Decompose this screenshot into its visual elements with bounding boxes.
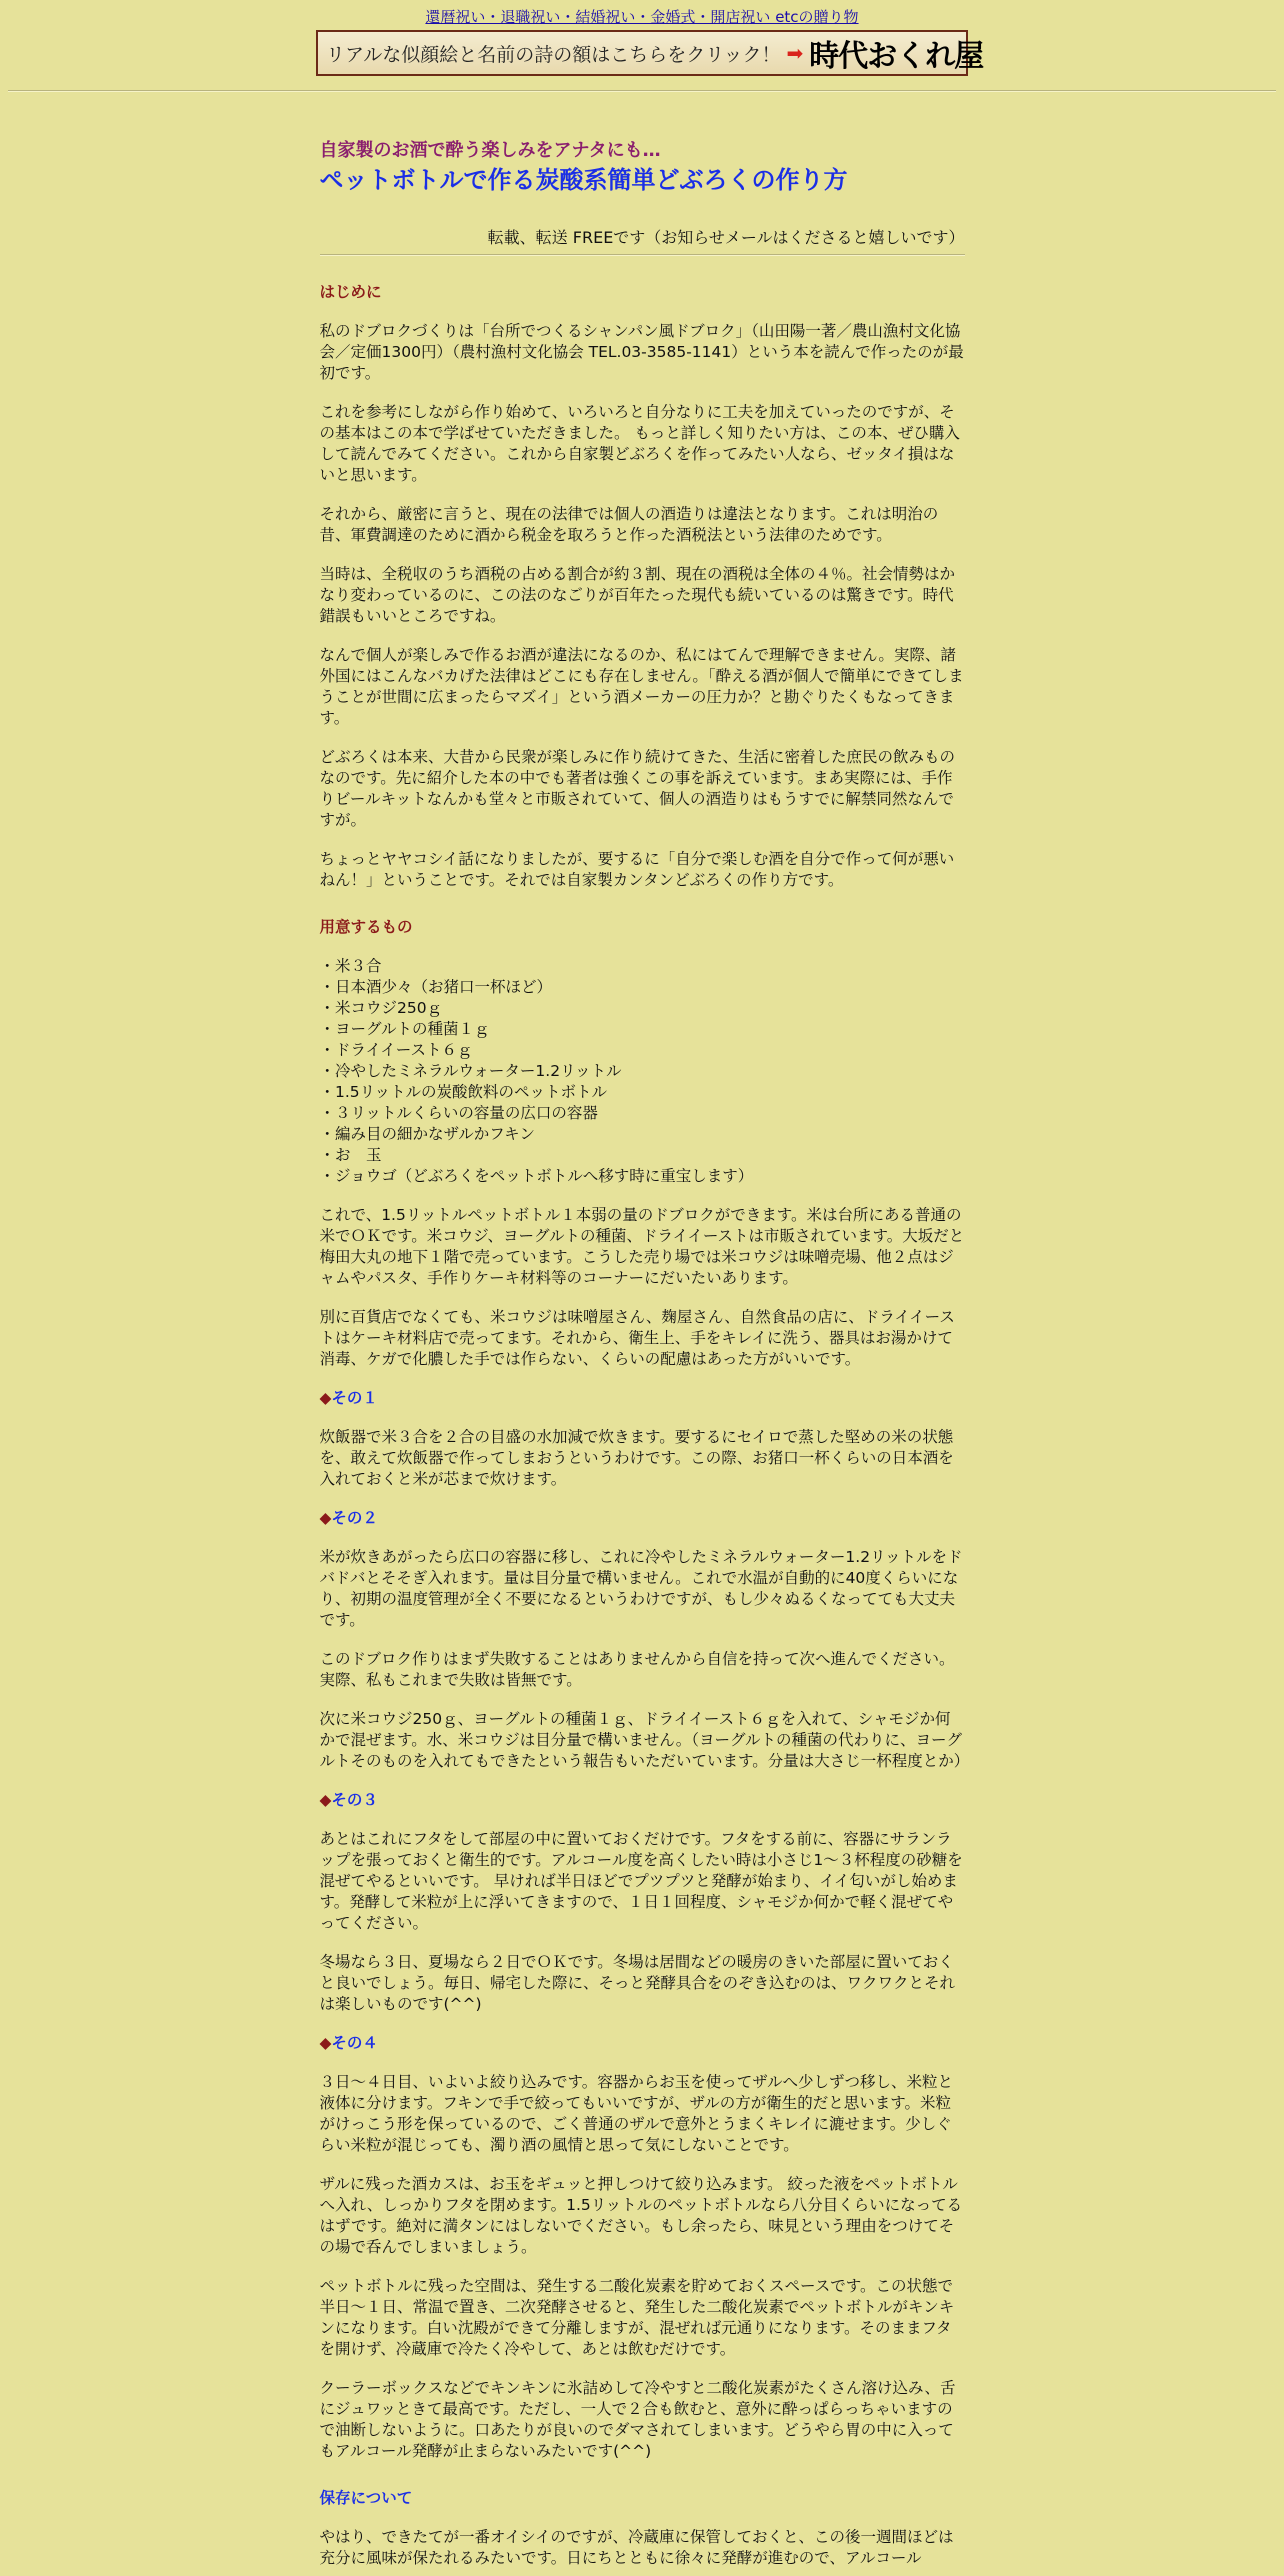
step-paragraph: あとはこれにフタをして部屋の中に置いておくだけです。フタをする前に、容器にサランラップを張っておくと衛生的です。アルコール度を高くしたい時は小さじ1～３杯程度の砂糖を混ぜてやるといいです。 早ければ半日ほどでプツプツと発酵が始まり、イイ匂いがし始めます。発酵して米粒が上に浮いてきますので、１日１回程度、シャモジか何かで軽く混ぜてやってください。 (319, 1830, 963, 1932)
intro-paragraph: どぶろくは本来、大昔から民衆が楽しみに作り続けてきた、生活に密着した庶民の飲みものなのです。先に紹介した本の中でも著者は強くこの事を訴えています。まあ実際には、手作りビールキットなんかも堂々と市販されていて、個人の酒造りはもうすでに解禁同然なんですが。 (319, 748, 956, 829)
intro-paragraph: 当時は、全税収のうち酒税の占める割合が約３割、現在の酒税は全体の４％。社会情勢はかなり変わっているのに、この法のなごりが百年たった現代も続いているのは驚きです。時代錯誤もいいところですね。 (319, 565, 956, 625)
step-3-heading (320, 1790, 965, 1811)
list-item: ・ ヨーグルトの種菌１ｇ (320, 1019, 965, 1040)
article-title: ペットボトルで作る炭酸系簡単どぶろくの作り方 (319, 166, 848, 194)
list-item: ・ 1.5リットルの炭酸飲料のペットボトル (320, 1082, 965, 1103)
materials-note: これで、1.5リットルペットボトル１本弱の量のドブロクができます。米は台所にある普通の米でＯＫです。米コウジ、ヨーグルトの種菌、ドライイーストは市販されています。大坂だと梅田大丸の地下１階で売っています。こうした売り場では米コウジは味噌売場、他２点はジャムやパスタ、手作りケーキ材料等のコーナーにだいたいあります。 (319, 1206, 965, 1287)
step-paragraph: 次に米コウジ250ｇ、ヨーグルトの種菌１ｇ、ドライイースト６ｇを入れて、シャモジか何かで混ぜます。水、米コウジは目分量で構いません。（ヨーグルトの種菌の代わりに、ヨーグルトそのものを入れてもできたという報告もいただいています。分量は大さじ一杯程度とか） (319, 1710, 970, 1770)
step-paragraph: 米が炊きあがったら広口の容器に移し、これに冷やしたミネラルウォーター1.2リットルをドバドバとそそぎ入れます。量は目分量で構いません。これで水温が自動的に40度くらいになり、初期の温度管理が全く不要になるというわけですが、もし少々ぬるくなってても大丈夫です。 (319, 1548, 963, 1629)
step-paragraph: 炊飯器で米３合を２合の目盛の水加減で炊きます。要するにセイロで蒸した堅めの米の状態を、敢えて炊飯器で作ってしまおうというわけです。この際、お猪口一杯くらいの日本酒を入れておくと米が芯まで炊けます。 (319, 1428, 954, 1488)
step-paragraph: 冬場なら３日、夏場なら２日でＯＫです。冬場は居間などの暖房のきいた部屋に置いておくと良いでしょう。毎日、帰宅した際に、そっと発酵具合をのぞき込むのは、ワクワクとそれは楽しいものです(^^) (319, 1953, 956, 2013)
materials-note: 別に百貨店でなくても、米コウジは味噌屋さん、麹屋さん、自然食品の店に、ドライイーストはケーキ材料店で売ってます。それから、衛生上、手をキレイに洗う、器具はお湯かけて消毒、ケガで化膿した手では作らない、くらいの配慮はあった方がいいです。 (319, 1308, 955, 1368)
step-paragraph: ３日～４日目、いよいよ絞り込みです。容器からお玉を使ってザルへ少しずつ移し、米粒と液体に分けます。フキンで手で絞ってもいいですが、ザルの方が衛生的だと思います。米粒がけっこう形を保っているので、ごく普通のザルで意外とうまくキレイに漉せます。少しぐらい米粒が混じっても、濁り酒の風情と思って気にしないことです。 (319, 2073, 953, 2154)
step-4-heading (320, 2033, 965, 2054)
step-label: その１ (331, 1389, 378, 1407)
list-item: ・ お 玉 (320, 1145, 965, 1166)
list-item: ・ 米３合 (320, 956, 965, 977)
list-item: ・ ３リットルくらいの容量の広口の容器 (320, 1103, 965, 1124)
intro-paragraph: これを参考にしながら作り始めて、いろいろと自分なりに工夫を加えていったのですが、その基本はこの本で学ばせていただきました。 もっと詳しく知りたい方は、この本、ぜひ購入して読んでみてください。これから自家製どぶろくを作ってみたい人なら、ゼッタイ損はないと思います。 (319, 403, 960, 484)
intro-paragraph: 私のドブロクづくりは「台所でつくるシャンパン風ドブロク」（山田陽一著／農山漁村文化協会／定価1300円）（農村漁村文化協会 TEL.03-3585-1141）という本を読んで作ったのが最初です。 (319, 322, 964, 382)
list-item: ・ 編み目の細かなザルかフキン (320, 1124, 965, 1145)
intro-paragraph: それから、厳密に言うと、現在の法律では個人の酒造りは違法となります。これは明治の昔、軍費調達のために酒から税金を取ろうと作った酒税法という法律のためです。 (319, 505, 939, 544)
diamond-icon: ◆ (319, 1389, 332, 1407)
step-paragraph: このドブロク作りはまず失敗することはありませんから自信を持って次へ進んでください。実際、私もこれまで失敗は皆無です。 (319, 1650, 955, 1689)
step-label: その３ (331, 1791, 378, 1809)
top-link-bar (0, 8, 1284, 26)
storage-paragraph: やはり、できたてが一番オイシイのですが、冷蔵庫に保管しておくと、この後一週間ほどは充分に風味が保たれるみたいです。日にちとともに徐々に発酵が進むので、アルコール (319, 2528, 954, 2567)
diamond-icon: ◆ (319, 1509, 332, 1527)
step-2-heading (320, 1508, 965, 1529)
step-label: その２ (331, 1509, 378, 1527)
gift-link[interactable]: 還暦祝い・退職祝い・結婚祝い・金婚式・開店祝い etcの贈り物 (425, 8, 859, 26)
banner-text: リアルな似顔絵と名前の詩の額はこちらをクリック！ (326, 43, 781, 66)
article (319, 92, 970, 2569)
step-paragraph: ザルに残った酒カスは、お玉をギュッと押しつけて絞り込みます。 絞った液をペットボトルへ入れ、しっかりフタを閉めます。1.5リットルのペットボトルなら八分目くらいになってるはずです。絶対に満タンにはしないでください。もし余ったら、味見という理由をつけてその場で呑んでしまいましょう。 (319, 2175, 963, 2256)
diamond-icon: ◆ (319, 1791, 332, 1809)
storage-heading: 保存について (319, 2489, 413, 2507)
step-paragraph: クーラーボックスなどでキンキンに氷詰めして冷やすと二酸化炭素がたくさん溶け込み、舌にジュワッときて最高です。ただし、一人で２合も飲むと、意外に酔っぱらっちゃいますので油断しないように。口あたりが良いのでダマされてしまいます。どうやら胃の中に入ってもアルコール発酵が止まらないみたいです(^^) (319, 2379, 956, 2460)
step-label: その４ (331, 2034, 378, 2052)
advertisement-banner[interactable] (316, 30, 984, 76)
materials-list (320, 956, 965, 1187)
diamond-icon: ◆ (319, 2034, 332, 2052)
materials-heading: 用意するもの (319, 918, 413, 936)
list-item: ・ ドライイースト６ｇ (320, 1040, 965, 1061)
list-item: ・ ジョウゴ（どぶろくをペットボトルへ移す時に重宝します） (320, 1166, 965, 1187)
section-divider (320, 254, 965, 256)
reprint-notice: 転載、転送 FREEです（お知らせメールはくださると嬉しいです） (487, 228, 965, 247)
article-subtitle: 自家製のお酒で酔う楽しみをアナタにも… (319, 140, 661, 161)
step-paragraph: ペットボトルに残った空間は、発生する二酸化炭素を貯めておくスペースです。この状態で半日～１日、常温で置き、二次発酵させると、発生した二酸化炭素でペットボトルがキンキンになります。白い沈殿ができて分離しますが、混ぜれば元通りになります。そのままフタを開けず、冷蔵庫で冷たく冷やして、あとは飲むだけです。 (319, 2277, 955, 2358)
intro-heading: はじめに (319, 283, 382, 301)
intro-paragraph: なんで個人が楽しみで作るお酒が違法になるのか、私にはてんで理解できません。実際、諸外国にはこんなバカげた法律はどこにも存在しません。「酔える酒が個人で簡単にできてしまうことが世間に広まったらマズイ」という酒メーカーの圧力か？と勘ぐりたくもなってきます。 (319, 646, 964, 727)
banner-logo: 時代おくれ屋 (809, 39, 984, 74)
list-item: ・ 冷やしたミネラルウォーター1.2リットル (320, 1061, 965, 1082)
list-item: ・ 米コウジ250ｇ (320, 998, 965, 1019)
intro-paragraph: ちょっとヤヤコシイ話になりましたが、要するに「自分で楽しむ酒を自分で作って何が悪いねん！」ということです。それでは自家製カンタンどぶろくの作り方です。 (319, 850, 955, 889)
list-item: ・ 日本酒少々（お猪口一杯ほど） (320, 977, 965, 998)
arrow-right-icon: ➡ (786, 41, 804, 65)
step-1-heading (320, 1388, 965, 1409)
